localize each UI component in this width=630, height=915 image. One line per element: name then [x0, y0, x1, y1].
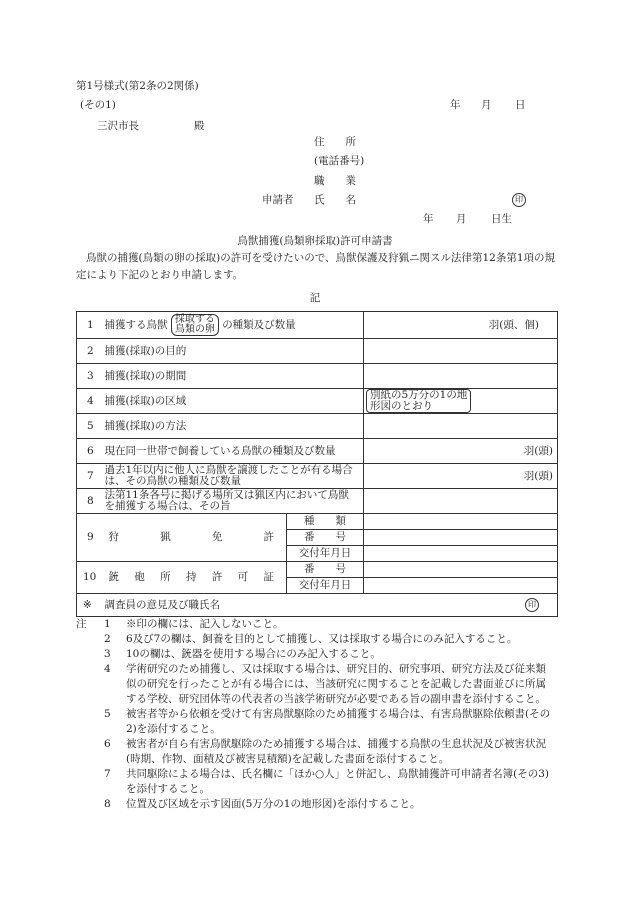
row-number: 8 — [77, 489, 101, 514]
row-label: 捕獲(採取)の方法 — [101, 414, 364, 439]
row-label: 現在同一世帯で飼養している鳥獣の種類及び数量 — [101, 439, 364, 464]
quantity-unit: 羽(頭) — [364, 439, 558, 464]
list-item: 4 学術研究のため捕獲し、又は採取する場合は、研究目的、研究事項、研究方法及び従来類似の研究を行ったことが有る場合には、当該研究に関することを記載した書面並びに所属する学校、研究団体等の代表者の当該学術研究が必要である旨の副申書を添付すること。 — [104, 663, 546, 705]
row-label: 銃 砲 所 持 許 可 証 — [101, 562, 287, 594]
row-value — [364, 389, 558, 414]
address-label: 住 所 — [314, 136, 356, 148]
list-item: 5 被害者等から依頼を受けて有害鳥獣駆除のため捕獲する場合は、有害鳥獣駆除依頼書(その2)を添付すること。 — [104, 708, 551, 735]
table-row — [77, 414, 558, 439]
row-number: 9 — [77, 514, 101, 562]
surveyor-seal: 印 — [525, 598, 539, 612]
row-number: 10 — [77, 562, 101, 594]
bracket-note: 採取する 鳥類の卵 — [171, 314, 219, 336]
license-number-value[interactable] — [364, 530, 558, 546]
permit-date-label: 交付年月日 — [287, 578, 364, 594]
date-month: 月 — [481, 99, 492, 111]
phone-label: (電話番号) — [314, 155, 365, 167]
row-mark: ※ — [77, 594, 101, 617]
addressee-honorific: 殿 — [194, 120, 205, 132]
list-item: 注 1 ※印の欄には、記入しないこと。 — [76, 618, 284, 630]
ki-label: 記 — [309, 292, 321, 304]
row-number: 1 — [77, 312, 101, 339]
table-row — [77, 364, 558, 389]
form-number: 第1号様式(第2条の2関係) — [76, 80, 199, 92]
birth-month: 月 — [456, 213, 467, 225]
license-date-value[interactable] — [364, 546, 558, 562]
license-number-label: 番 号 — [287, 530, 364, 546]
table-row — [77, 389, 558, 414]
row-value[interactable] — [364, 364, 558, 389]
row-label: 捕獲(採取)の期間 — [101, 364, 364, 389]
row-label: 調査員の意見及び職氏名 印 — [101, 594, 558, 617]
notes-section — [76, 617, 556, 812]
row-value[interactable] — [364, 339, 558, 364]
list-item: 6 被害者が自ら有害鳥獣駆除のため捕獲する場合は、捕獲する鳥獣の生息状況及び被害状況(時期、作物、面積及び被害見積額)を記載した書面を添付すること。 — [104, 738, 546, 765]
birth-day: 日生 — [491, 213, 512, 225]
license-date-label: 交付年月日 — [287, 546, 364, 562]
table-row — [77, 514, 558, 530]
application-table — [76, 311, 558, 617]
table-row — [77, 489, 558, 514]
permit-date-value[interactable] — [364, 578, 558, 594]
date-year: 年 — [450, 99, 461, 111]
row-label: 法第11条各号に掲げる場所又は猟区内において鳥獣を捕獲する場合は、その旨 — [101, 489, 364, 514]
applicant-seal: 印 — [512, 193, 526, 207]
list-item: 8 位置及び区域を示す図面(5万分の1の地形図)を添付すること。 — [104, 798, 421, 810]
row-value[interactable] — [364, 414, 558, 439]
row-label: 狩 猟 免 許 — [101, 514, 287, 562]
row-number: 7 — [77, 464, 101, 489]
row-label: 過去1年以内に他人に鳥獣を譲渡したことが有る場合は、その鳥獣の種類及び数量 — [101, 464, 364, 489]
area-note: 別紙の5万分の1の地 形図のとおり — [366, 389, 471, 413]
table-row — [77, 562, 558, 578]
row-label: 捕獲(採取)の区域 — [101, 389, 364, 414]
permit-number-label: 番 号 — [287, 562, 364, 578]
quantity-unit: 羽(頭) — [364, 464, 558, 489]
document-title: 鳥獣捕獲(鳥類卵採取)許可申請書 — [237, 235, 393, 247]
row-label: 捕獲する鳥獣 採取する 鳥類の卵 の種類及び数量 — [101, 312, 364, 339]
list-item: 7 共同駆除による場合は、氏名欄に「ほか○人」と併記し、鳥獣捕獲許可申請者名簿(その3)を添付すること。 — [104, 768, 550, 795]
license-type-label: 種 類 — [287, 514, 364, 530]
table-row — [77, 439, 558, 464]
list-item: 2 6及び7の欄は、飼養を目的として捕獲し、又は採取する場合にのみ記入すること。 — [104, 633, 518, 645]
row-number: 5 — [77, 414, 101, 439]
table-row — [77, 312, 558, 339]
birth-year: 年 — [423, 213, 434, 225]
list-item: 3 10の欄は、銃器を使用する場合にのみ記入すること。 — [104, 648, 381, 660]
occupation-label: 職 業 — [314, 175, 356, 187]
row-number: 2 — [77, 339, 101, 364]
notes-heading: 注 — [76, 618, 87, 630]
license-type-value[interactable] — [364, 514, 558, 530]
date-day: 日 — [515, 99, 526, 111]
addressee: 三沢市長 — [97, 120, 139, 132]
name-label: 氏 名 — [314, 194, 356, 206]
table-row — [77, 464, 558, 489]
intro-paragraph: 鳥獣の捕獲(鳥類の卵の採取)の許可を受けたいので、鳥獣保護及狩猟ニ関スル法律第12条第1項の規定により下記のとおり申請します。 — [76, 252, 556, 281]
row-number: 6 — [77, 439, 101, 464]
row-number: 3 — [77, 364, 101, 389]
row-value[interactable] — [364, 489, 558, 514]
applicant-label: 申請者 — [262, 194, 294, 206]
permit-number-value[interactable] — [364, 562, 558, 578]
quantity-unit: 羽(頭、個) — [364, 312, 558, 339]
table-row — [77, 594, 558, 617]
form-subnumber: (その1) — [80, 99, 116, 111]
row-label: 捕獲(採取)の目的 — [101, 339, 364, 364]
table-row — [77, 339, 558, 364]
row-number: 4 — [77, 389, 101, 414]
